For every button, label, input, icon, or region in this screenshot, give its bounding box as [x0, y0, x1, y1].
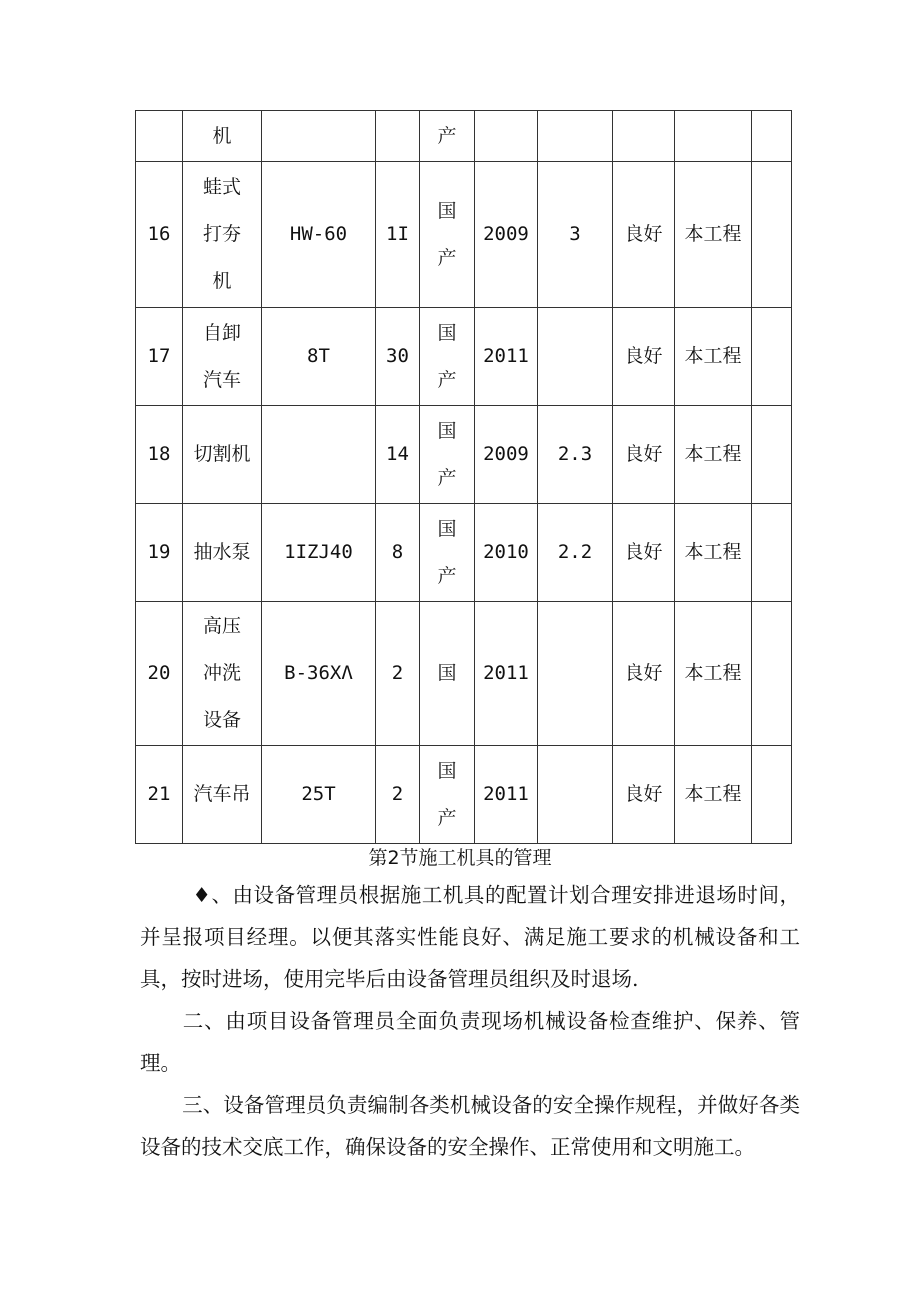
cell-usage: 本工程 — [675, 162, 752, 308]
cell-origin — [420, 308, 475, 406]
cell-equipment-name-line: 蛙式 — [202, 176, 241, 198]
cell-origin — [420, 406, 475, 504]
cell-origin-line: 产 — [437, 246, 457, 269]
cell-remark — [752, 504, 792, 602]
cell-power: 3 — [538, 162, 613, 308]
cell-equipment-name-line: 抽水泵 — [193, 541, 251, 563]
cell-origin — [420, 162, 475, 308]
cell-usage: 本工程 — [675, 308, 752, 406]
cell-remark — [752, 308, 792, 406]
cell-model — [262, 111, 376, 162]
cell-quantity: 14 — [376, 406, 420, 504]
cell-remark — [752, 406, 792, 504]
cell-origin-line: 国 — [437, 517, 457, 540]
cell-power: 2.2 — [538, 504, 613, 602]
cell-equipment-name-line: 高压 — [202, 615, 241, 637]
paragraph-1-text: ♦、由设备管理员根据施工机具的配置计划合理安排进退场时间，并呈报项目经理。以便其落实性能良好、满足施工要求的机械设备和工具，按时进场，使用完毕后由设备管理员组织及时退场. — [140, 883, 800, 991]
cell-origin-line: 产 — [437, 368, 457, 391]
cell-condition — [613, 111, 675, 162]
cell-number: 18 — [136, 406, 183, 504]
cell-origin-line: 产 — [437, 806, 457, 829]
cell-model: 25T — [262, 746, 376, 844]
cell-usage — [675, 111, 752, 162]
cell-year: 2010 — [475, 504, 538, 602]
cell-equipment-name — [183, 406, 262, 504]
paragraph-3 — [140, 1084, 800, 1168]
table-row — [136, 602, 792, 746]
cell-condition: 良好 — [613, 308, 675, 406]
cell-condition: 良好 — [613, 406, 675, 504]
cell-number — [136, 111, 183, 162]
paragraph-3-text: 三、设备管理员负责编制各类机械设备的安全操作规程，并做好各类设备的技术交底工作，确保设备的安全操作、正常使用和文明施工。 — [140, 1093, 800, 1159]
paragraph-2 — [140, 1000, 800, 1084]
cell-number: 16 — [136, 162, 183, 308]
cell-origin-line: 国 — [437, 199, 457, 222]
cell-year: 2009 — [475, 406, 538, 504]
cell-quantity — [376, 111, 420, 162]
cell-year: 2011 — [475, 746, 538, 844]
cell-usage: 本工程 — [675, 746, 752, 844]
cell-equipment-name-line: 设备 — [202, 709, 241, 731]
cell-usage: 本工程 — [675, 406, 752, 504]
cell-power: 2.3 — [538, 406, 613, 504]
cell-equipment-name-line: 汽车 — [202, 368, 241, 391]
cell-model: 8T — [262, 308, 376, 406]
cell-condition: 良好 — [613, 746, 675, 844]
section-heading: 第2节施工机具的管理 — [368, 847, 552, 869]
cell-origin — [420, 504, 475, 602]
cell-origin — [420, 602, 475, 746]
paragraph-1 — [140, 874, 800, 1000]
cell-model: 1IZJ40 — [262, 504, 376, 602]
cell-equipment-name — [183, 504, 262, 602]
equipment-table-body — [136, 111, 792, 844]
cell-condition: 良好 — [613, 602, 675, 746]
cell-equipment-name-line: 切割机 — [193, 443, 251, 465]
cell-equipment-name — [183, 162, 262, 308]
cell-equipment-name — [183, 602, 262, 746]
cell-remark — [752, 162, 792, 308]
cell-usage: 本工程 — [675, 504, 752, 602]
cell-equipment-name-line: 机 — [212, 270, 232, 292]
cell-power — [538, 602, 613, 746]
cell-year — [475, 111, 538, 162]
cell-equipment-name-line: 机 — [212, 125, 232, 147]
cell-quantity: 8 — [376, 504, 420, 602]
cell-origin-line: 产 — [437, 125, 457, 147]
cell-quantity: 1I — [376, 162, 420, 308]
cell-model: HW-60 — [262, 162, 376, 308]
cell-number: 20 — [136, 602, 183, 746]
cell-remark — [752, 111, 792, 162]
cell-power — [538, 746, 613, 844]
cell-equipment-name-line: 冲洗 — [202, 662, 241, 684]
cell-condition: 良好 — [613, 504, 675, 602]
cell-remark — [752, 746, 792, 844]
equipment-table — [135, 110, 792, 844]
cell-quantity: 2 — [376, 746, 420, 844]
cell-origin-line: 产 — [437, 564, 457, 587]
cell-equipment-name-line: 打夯 — [202, 223, 241, 245]
cell-equipment-name — [183, 746, 262, 844]
cell-origin-line: 国 — [437, 759, 457, 782]
table-row — [136, 406, 792, 504]
cell-origin-line: 国 — [437, 321, 457, 344]
cell-origin — [420, 111, 475, 162]
cell-origin-line: 产 — [437, 466, 457, 489]
cell-model — [262, 406, 376, 504]
cell-condition: 良好 — [613, 162, 675, 308]
cell-equipment-name — [183, 111, 262, 162]
cell-number: 21 — [136, 746, 183, 844]
cell-power — [538, 111, 613, 162]
table-row — [136, 504, 792, 602]
cell-model: B-36XΛ — [262, 602, 376, 746]
table-row — [136, 308, 792, 406]
cell-quantity: 2 — [376, 602, 420, 746]
cell-year: 2011 — [475, 602, 538, 746]
cell-origin-line: 国 — [437, 419, 457, 442]
cell-origin — [420, 746, 475, 844]
cell-remark — [752, 602, 792, 746]
cell-equipment-name-line: 汽车吊 — [193, 783, 251, 805]
table-row — [136, 162, 792, 308]
cell-equipment-name-line: 自卸 — [202, 321, 241, 344]
cell-origin-line: 国 — [437, 662, 457, 684]
cell-quantity: 30 — [376, 308, 420, 406]
cell-number: 17 — [136, 308, 183, 406]
cell-year: 2011 — [475, 308, 538, 406]
table-row — [136, 746, 792, 844]
table-row — [136, 111, 792, 162]
cell-usage: 本工程 — [675, 602, 752, 746]
cell-year: 2009 — [475, 162, 538, 308]
paragraph-2-text: 二、由项目设备管理员全面负责现场机械设备检查维护、保养、管理。 — [140, 1009, 800, 1075]
cell-number: 19 — [136, 504, 183, 602]
cell-power — [538, 308, 613, 406]
cell-equipment-name — [183, 308, 262, 406]
